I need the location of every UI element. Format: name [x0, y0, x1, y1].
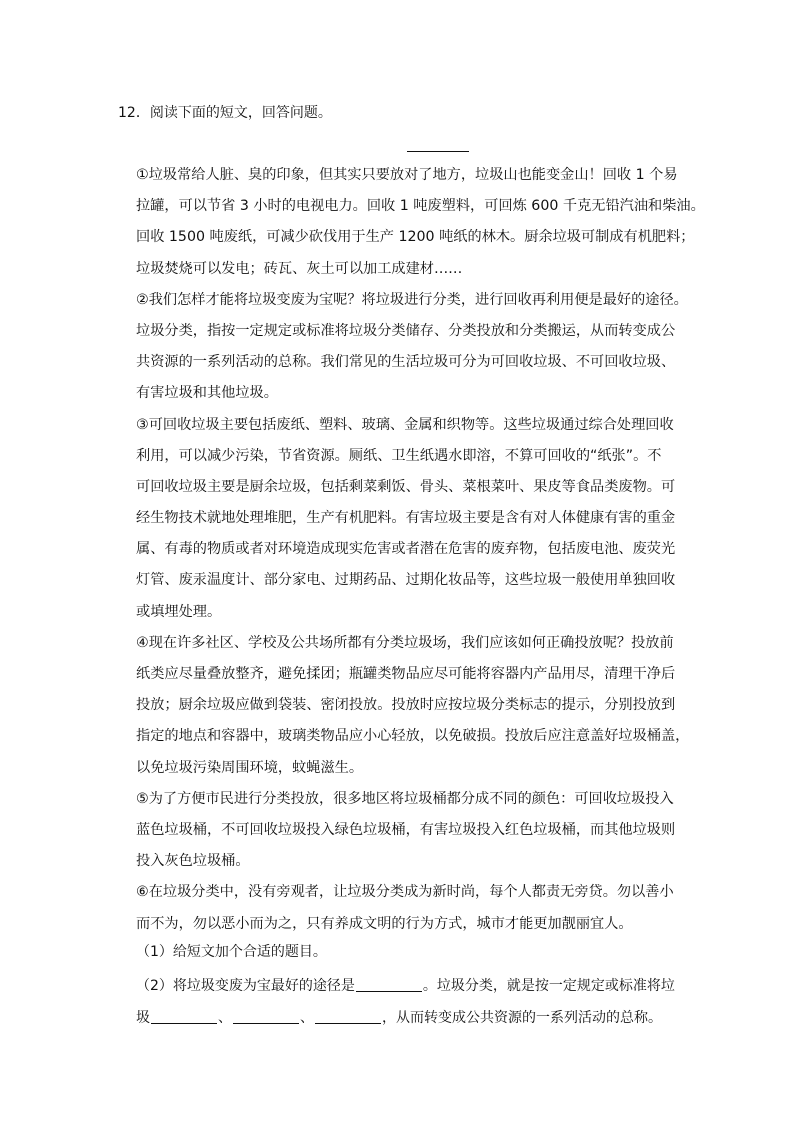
- article-line: 垃圾分类，指按一定规定或标准将垃圾分类储存、分类投放和分类搬运，从而转变成公: [136, 322, 676, 339]
- article-line: 拉罐，可以节省 3 小时的电视电力。回收 1 吨废塑料，可回炼 600 千克无铅汽油和柴油。: [136, 198, 705, 215]
- article-line: 灯管、废汞温度计、部分家电、过期药品、过期化妆品等，这些垃圾一般使用单独回收: [136, 572, 676, 589]
- article-line: 可回收垃圾主要是厨余垃圾，包括剩菜剩饭、骨头、菜根菜叶、果皮等食品类废物。可: [136, 478, 676, 495]
- answer-blank-2[interactable]: [233, 1009, 299, 1024]
- subquestion-2-text-cont: 。垃圾分类，就是按一定规定或标准将垃: [422, 978, 675, 994]
- subquestion-1: （1）给短文加个合适的题目。: [136, 944, 327, 960]
- title-answer-blank[interactable]: [407, 151, 469, 152]
- article-line: 蓝色垃圾桶，不可回收垃圾投入绿色垃圾桶，有害垃圾投入红色垃圾桶，而其他垃圾则: [136, 821, 676, 838]
- subquestion-2-text: （2）将垃圾变废为宝最好的途径是: [136, 978, 355, 994]
- separator: 、: [300, 1010, 314, 1026]
- answer-blank-best-way[interactable]: [356, 977, 422, 992]
- article-line: ②我们怎样才能将垃圾变废为宝呢？将垃圾进行分类，进行回收再利用便是最好的途径。: [136, 291, 688, 308]
- article-line: 指定的地点和容器中，玻璃类物品应小心轻放，以免破损。投放后应注意盖好垃圾桶盖，: [136, 728, 690, 745]
- answer-blank-3[interactable]: [315, 1009, 381, 1024]
- article-line: 属、有毒的物质或者对环境造成现实危害或者潜在危害的废弃物，包括废电池、废荧光: [136, 541, 676, 558]
- article-line: 投放；厨余垃圾应做到袋装、密闭投放。投放时应按垃圾分类标志的提示，分别投放到: [136, 697, 676, 714]
- article-line: 利用，可以减少污染，节省资源。厕纸、卫生纸遇水即溶，不算可回收的“纸张”。不: [136, 447, 662, 464]
- subquestion-2-text-prefix: 圾: [136, 1010, 150, 1026]
- article-line: ①垃圾常给人脏、臭的印象，但其实只要放对了地方，垃圾山也能变金山！回收 1 个易: [136, 167, 678, 183]
- article-line: 投入灰色垃圾桶。: [136, 853, 250, 870]
- article-line: 垃圾焚烧可以发电；砖瓦、灰土可以加工成建材……: [136, 260, 463, 277]
- article-line: 回收 1500 吨废纸，可减少砍伐用于生产 1200 吨纸的林木。厨余垃圾可制成有机肥料；: [136, 229, 695, 246]
- article-line: 共资源的一系列活动的总称。我们常见的生活垃圾可分为可回收垃圾、不可回收垃圾、: [136, 354, 676, 371]
- separator: 、: [218, 1010, 232, 1026]
- subquestion-2-text-suffix: ，从而转变成公共资源的一系列活动的总称。: [382, 1010, 662, 1026]
- article-line: 或填埋处理。: [136, 603, 222, 620]
- article-line: 而不为，勿以恶小而为之，只有养成文明的行为方式，城市才能更加靓丽宜人。: [136, 915, 633, 932]
- article-body: [136, 160, 705, 940]
- article-line: ⑥在垃圾分类中，没有旁观者，让垃圾分类成为新时尚，每个人都责无旁贷。勿以善小: [136, 884, 674, 901]
- article-line: ⑤为了方便市民进行分类投放，很多地区将垃圾桶都分成不同的颜色：可回收垃圾投入: [136, 790, 674, 807]
- question-title: 12．阅读下面的短文，回答问题。: [118, 105, 332, 121]
- article-line: 以免垃圾污染周围环境，蚊蝇滋生。: [136, 759, 364, 776]
- subquestion-2-line1: [136, 976, 675, 996]
- article-line: ③可回收垃圾主要包括废纸、塑料、玻璃、金属和织物等。这些垃圾通过综合处理回收: [136, 416, 674, 433]
- subquestion-2-line2: [136, 1008, 662, 1028]
- article-line: 有害垃圾和其他垃圾。: [136, 385, 278, 402]
- answer-blank-1[interactable]: [151, 1009, 217, 1024]
- article-line: 纸类应尽量叠放整齐，避免揉团；瓶罐类物品应尽可能将容器内产品用尽，清理干净后: [136, 666, 676, 682]
- article-line: ④现在许多社区、学校及公共场所都有分类垃圾场，我们应该如何正确投放呢？投放前: [136, 634, 674, 651]
- article-line: 经生物技术就地处理堆肥，生产有机肥料。有害垃圾主要是含有对人体健康有害的重金: [136, 510, 676, 527]
